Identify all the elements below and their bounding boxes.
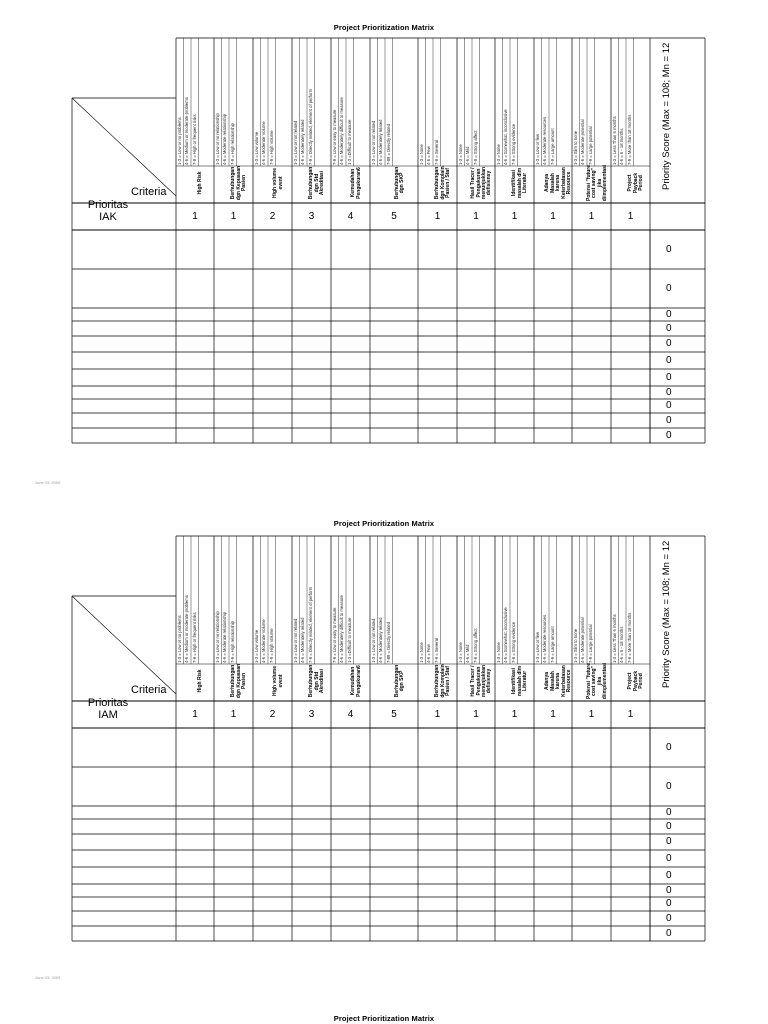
- criteria-column-label: Kemudahan Pengukuran6: [350, 665, 362, 697]
- scale-definition: 4-6 = Medium or moderate problems: [184, 97, 189, 165]
- priority-score-value: 0: [666, 386, 672, 398]
- scale-definition: 7-9 = Large potential: [587, 624, 593, 663]
- priority-score-value: 0: [666, 400, 672, 411]
- criteria-weight: 1: [588, 211, 595, 222]
- priority-score-value: 0: [666, 414, 672, 426]
- scale-definition: 4-6 = Moderately difficult to measure: [339, 97, 344, 165]
- scale-definition: 4-6 = Few: [426, 146, 431, 165]
- priority-score-value: 0: [666, 820, 672, 832]
- scale-definition: 7-9 = Large amount: [549, 626, 555, 663]
- scale-definition: 1-3 = Low or no relationship: [214, 113, 220, 165]
- priority-score-value: 0: [666, 308, 672, 320]
- criteria-column-label: Adanya Masalah karena Keterbatasan Resource: [544, 167, 573, 199]
- criteria-column-label: Berhubungan dgn Std Akreditasi: [308, 166, 326, 200]
- scale-definition: 1-3 = Slim to none: [572, 628, 578, 663]
- priority-score-value: 0: [666, 836, 672, 847]
- scale-definition: 4-6 = Moderate potential: [580, 119, 585, 165]
- priority-score-value: 0: [666, 371, 672, 383]
- criteria-weight: 1: [511, 709, 518, 720]
- priority-score-value: 0: [666, 780, 672, 792]
- criteria-weight: 1: [230, 709, 237, 720]
- scale-definition: 4-6 = Moderate resources: [542, 116, 547, 165]
- scale-definition: 1-3 = Less Than 6 months: [611, 614, 617, 663]
- scale-definition: 1-3 =Difficult to measure: [346, 617, 352, 663]
- scale-definition: 4-6 = Mild: [465, 146, 470, 165]
- scale-definition: 4-6 = Moderate Volume: [261, 619, 266, 663]
- criteria-weight: 1: [473, 709, 479, 720]
- scale-definition: 1-3 = Low or few: [534, 133, 540, 165]
- scale-definition: 7-9 = Directly related, element of perform: [307, 586, 313, 663]
- scale-definition: 4-6 = Moderately related: [300, 119, 305, 165]
- priority-score-value: 0: [666, 429, 672, 441]
- scale-definition: 7-9 = Strong evidence: [510, 123, 516, 165]
- scale-definition: 7-9 = Strong affect: [472, 130, 478, 165]
- scale-definition: 4-6 = Moderately related: [378, 119, 383, 165]
- priority-score-value: 0: [666, 338, 672, 349]
- criteria-column-label: Potensi "future cost saving" jika diimplementasi: [585, 164, 608, 202]
- scale-definition: 4-6 = Moderate Volume: [261, 121, 266, 165]
- scale-definition: 4-6 = Moderate resources: [542, 614, 547, 663]
- criteria-weight: 1: [511, 211, 518, 222]
- criteria-weight: 1: [473, 211, 479, 222]
- scale-definition: 7-9 = More than 18 months: [626, 114, 632, 165]
- criteria-column-label: Adanya Masalah karena Keterbatasan Resource: [544, 665, 573, 697]
- scale-definition: 1-3 = None: [495, 642, 501, 663]
- criteria-weight: 1: [627, 709, 634, 720]
- scale-definition: 7-9 = Low or easy to measure: [331, 607, 337, 663]
- criteria-column-label: Berhubungan dgn Kepuasan Pasien: [230, 165, 248, 201]
- scale-definition: 1-3 = Low or not related: [292, 120, 298, 165]
- scale-definition: 4-6 = Mild: [465, 644, 470, 663]
- scale-definition: 7-9 = High relationship: [229, 620, 235, 663]
- scale-definition: 7-89 = Directly related: [385, 123, 391, 165]
- scale-definition: 7-9 = Low or easy to measure: [331, 109, 337, 165]
- scale-definition: 1-3 = Less Than 6 months: [611, 116, 617, 165]
- scale-definition: 1-3 = Slim to none: [572, 130, 578, 165]
- scale-definition: 4-6 = 6 - 18 months: [619, 128, 624, 165]
- scale-definition: 1-3 = Low or not related: [370, 120, 376, 165]
- criteria-weight: 4: [347, 211, 354, 222]
- prioritas-label: [78, 697, 138, 721]
- priority-score-value: 0: [666, 884, 672, 896]
- priority-score-header: Priority Score (Max = 108; Mn = 12: [661, 42, 672, 190]
- scale-definition: 1-3 = Low or no problems: [176, 117, 182, 165]
- criteria-column-label: High volume event: [272, 666, 284, 697]
- grid-line: [72, 596, 176, 694]
- scale-definition: 1-3 = None: [418, 642, 424, 663]
- scale-definition: 7-9 = Several: [433, 139, 439, 165]
- footer-date: June 03, 2009: [35, 480, 61, 485]
- scale-definition: 1-3 = Low volume: [253, 131, 259, 165]
- page-title: Project Prioritization Matrix: [333, 23, 435, 32]
- scale-definition: 1-3 = Low or not related: [370, 618, 376, 663]
- criteria-column-label: Berhubungan dgn SKP: [393, 166, 405, 200]
- page-title: Project Prioritization Matrix: [333, 519, 435, 528]
- grid-line: [72, 98, 176, 196]
- priority-score-value: 0: [666, 322, 672, 334]
- priority-score-value: 0: [666, 898, 672, 909]
- scale-definition: 7-9 = Large amount: [549, 128, 555, 165]
- criteria-column-label: Potensi "future cost saving" jika diimplementasi: [585, 662, 608, 700]
- criteria-weight: 1: [192, 709, 198, 720]
- scale-definition: 7-9 = Several: [433, 637, 439, 663]
- priority-score-value: 0: [666, 806, 672, 818]
- scale-definition: 1-3 = Low or not related: [292, 618, 298, 663]
- scale-definition: 4-6 = Moderate potential: [580, 617, 585, 663]
- priority-score-value: 0: [666, 354, 672, 366]
- scale-definition: 7-9 = High relationship: [229, 122, 235, 165]
- scale-definition: 4-6 = Somewhat, inconclusive: [503, 607, 508, 663]
- scale-definition: 1-3 = None: [457, 144, 463, 165]
- scale-definition: 7-89 = Directly related: [385, 621, 391, 663]
- scale-definition: 7-9 = Large potential: [587, 126, 593, 165]
- criteria-column-label: Berhubungan dgn Komplain Pasien / Staf: [434, 166, 452, 200]
- scale-definition: 1-3 = Low or few: [534, 631, 540, 663]
- criteria-weight: 1: [588, 709, 595, 720]
- scale-definition: 1-3 = None: [495, 144, 501, 165]
- unit-name: IAK: [99, 211, 117, 223]
- scale-definition: 1-3 = None: [457, 642, 463, 663]
- criteria-column-label: Hasil Tracer / Pengukuran menunjukkan defisiensy: [470, 166, 493, 200]
- scale-definition: 7-9 = High Volume: [268, 628, 274, 663]
- criteria-column-label: Kemudahan Pengukuran6: [350, 167, 362, 199]
- scale-definition: 4-6 = Medium or moderate problems: [184, 595, 189, 663]
- prioritas-text: Prioritas: [87, 199, 129, 211]
- criteria-weight: 1: [550, 709, 556, 720]
- criteria-column-label: High Risk: [197, 669, 204, 693]
- criteria-column-label: Identifikasi masalah dlm Literatur: [511, 665, 529, 697]
- criteria-weight: 1: [434, 709, 441, 720]
- criteria-column-label: High volume event: [272, 168, 284, 199]
- priority-score-value: 0: [666, 852, 672, 864]
- criteria-column-label: Project Payback Period: [627, 172, 645, 194]
- scale-definition: 7-9 = Strong affect: [472, 628, 478, 663]
- footer-date: June 03, 2009: [35, 975, 61, 980]
- unit-name: IAM: [98, 709, 118, 721]
- scale-definition: 4-6 = Few: [426, 644, 431, 663]
- priority-score-value: 0: [666, 741, 672, 753]
- criteria-weight: 2: [269, 709, 276, 720]
- scale-definition: 1-3 = None: [418, 144, 424, 165]
- criteria-weight: 5: [391, 211, 397, 222]
- prioritas-label: [78, 199, 138, 223]
- matrix-grid: [0, 38, 768, 458]
- scale-definition: 7-9 = High or frequent risks: [191, 612, 197, 663]
- criteria-label: Criteria: [131, 186, 167, 198]
- criteria-weight: 1: [192, 211, 198, 222]
- scale-definition: 4-6 = Somewhat, inconclusive: [503, 109, 508, 165]
- scale-definition: 7-9 = Strong evidence: [510, 621, 516, 663]
- criteria-column-label: Project Payback Period: [627, 670, 645, 692]
- criteria-weight: 1: [550, 211, 556, 222]
- scale-definition: 4-6 = Moderately related: [300, 617, 305, 663]
- page-title: Project Prioritization Matrix: [333, 1014, 435, 1023]
- prioritas-text: Prioritas: [87, 697, 129, 709]
- criteria-column-label: High Risk: [197, 171, 204, 195]
- priority-score-value: 0: [666, 869, 672, 881]
- scale-definition: 7-9 = Directly related, element of perform: [307, 88, 313, 165]
- matrix-grid: [0, 536, 768, 956]
- scale-definition: 1-3 = Low or no relationship: [214, 611, 220, 663]
- priority-score-value: 0: [666, 927, 672, 939]
- priority-score-header: Priority Score (Max = 108; Mn = 12: [661, 540, 672, 688]
- priority-score-value: 0: [666, 282, 672, 294]
- scale-definition: 1-3 =Difficult to measure: [346, 119, 352, 165]
- scale-definition: 1-3 = Low volume: [253, 629, 259, 663]
- scale-definition: 4-6 = Moderate relationship: [222, 611, 227, 663]
- scale-definition: 7-9 = More than 18 months: [626, 612, 632, 663]
- scale-definition: 1-3 = Low or no problems: [176, 615, 182, 663]
- scale-definition: 7-9 = High or frequent risks: [191, 114, 197, 165]
- criteria-column-label: Berhubungan dgn SKP: [393, 664, 405, 698]
- criteria-column-label: Hasil Tracer / Pengukuran menunjukkan defisiensy: [470, 664, 493, 698]
- criteria-weight: 3: [308, 709, 315, 720]
- criteria-weight: 1: [230, 211, 237, 222]
- criteria-column-label: Berhubungan dgn Komplain Pasien / Staf: [434, 664, 452, 698]
- criteria-weight: 5: [391, 709, 397, 720]
- criteria-label: Criteria: [131, 684, 167, 696]
- criteria-column-label: Berhubungan dgn Std Akreditasi: [308, 664, 326, 698]
- scale-definition: 4-6 = Moderately related: [378, 617, 383, 663]
- priority-score-value: 0: [666, 243, 672, 255]
- scale-definition: 7-9 = High Volume: [268, 130, 274, 165]
- criteria-weight: 1: [434, 211, 441, 222]
- priority-score-value: 0: [666, 912, 672, 924]
- scale-definition: 4-6 = Moderately difficult to measure: [339, 595, 344, 663]
- scale-definition: 4-6 = 6 - 18 months: [619, 626, 624, 663]
- criteria-weight: 4: [347, 709, 354, 720]
- criteria-weight: 3: [308, 211, 315, 222]
- criteria-weight: 2: [269, 211, 276, 222]
- scale-definition: 4-6 = Moderate relationship: [222, 113, 227, 165]
- criteria-weight: 1: [627, 211, 634, 222]
- criteria-column-label: Berhubungan dgn Kepuasan Pasien: [230, 663, 248, 699]
- criteria-column-label: Identifikasi masalah dlm Literatur: [511, 167, 529, 199]
